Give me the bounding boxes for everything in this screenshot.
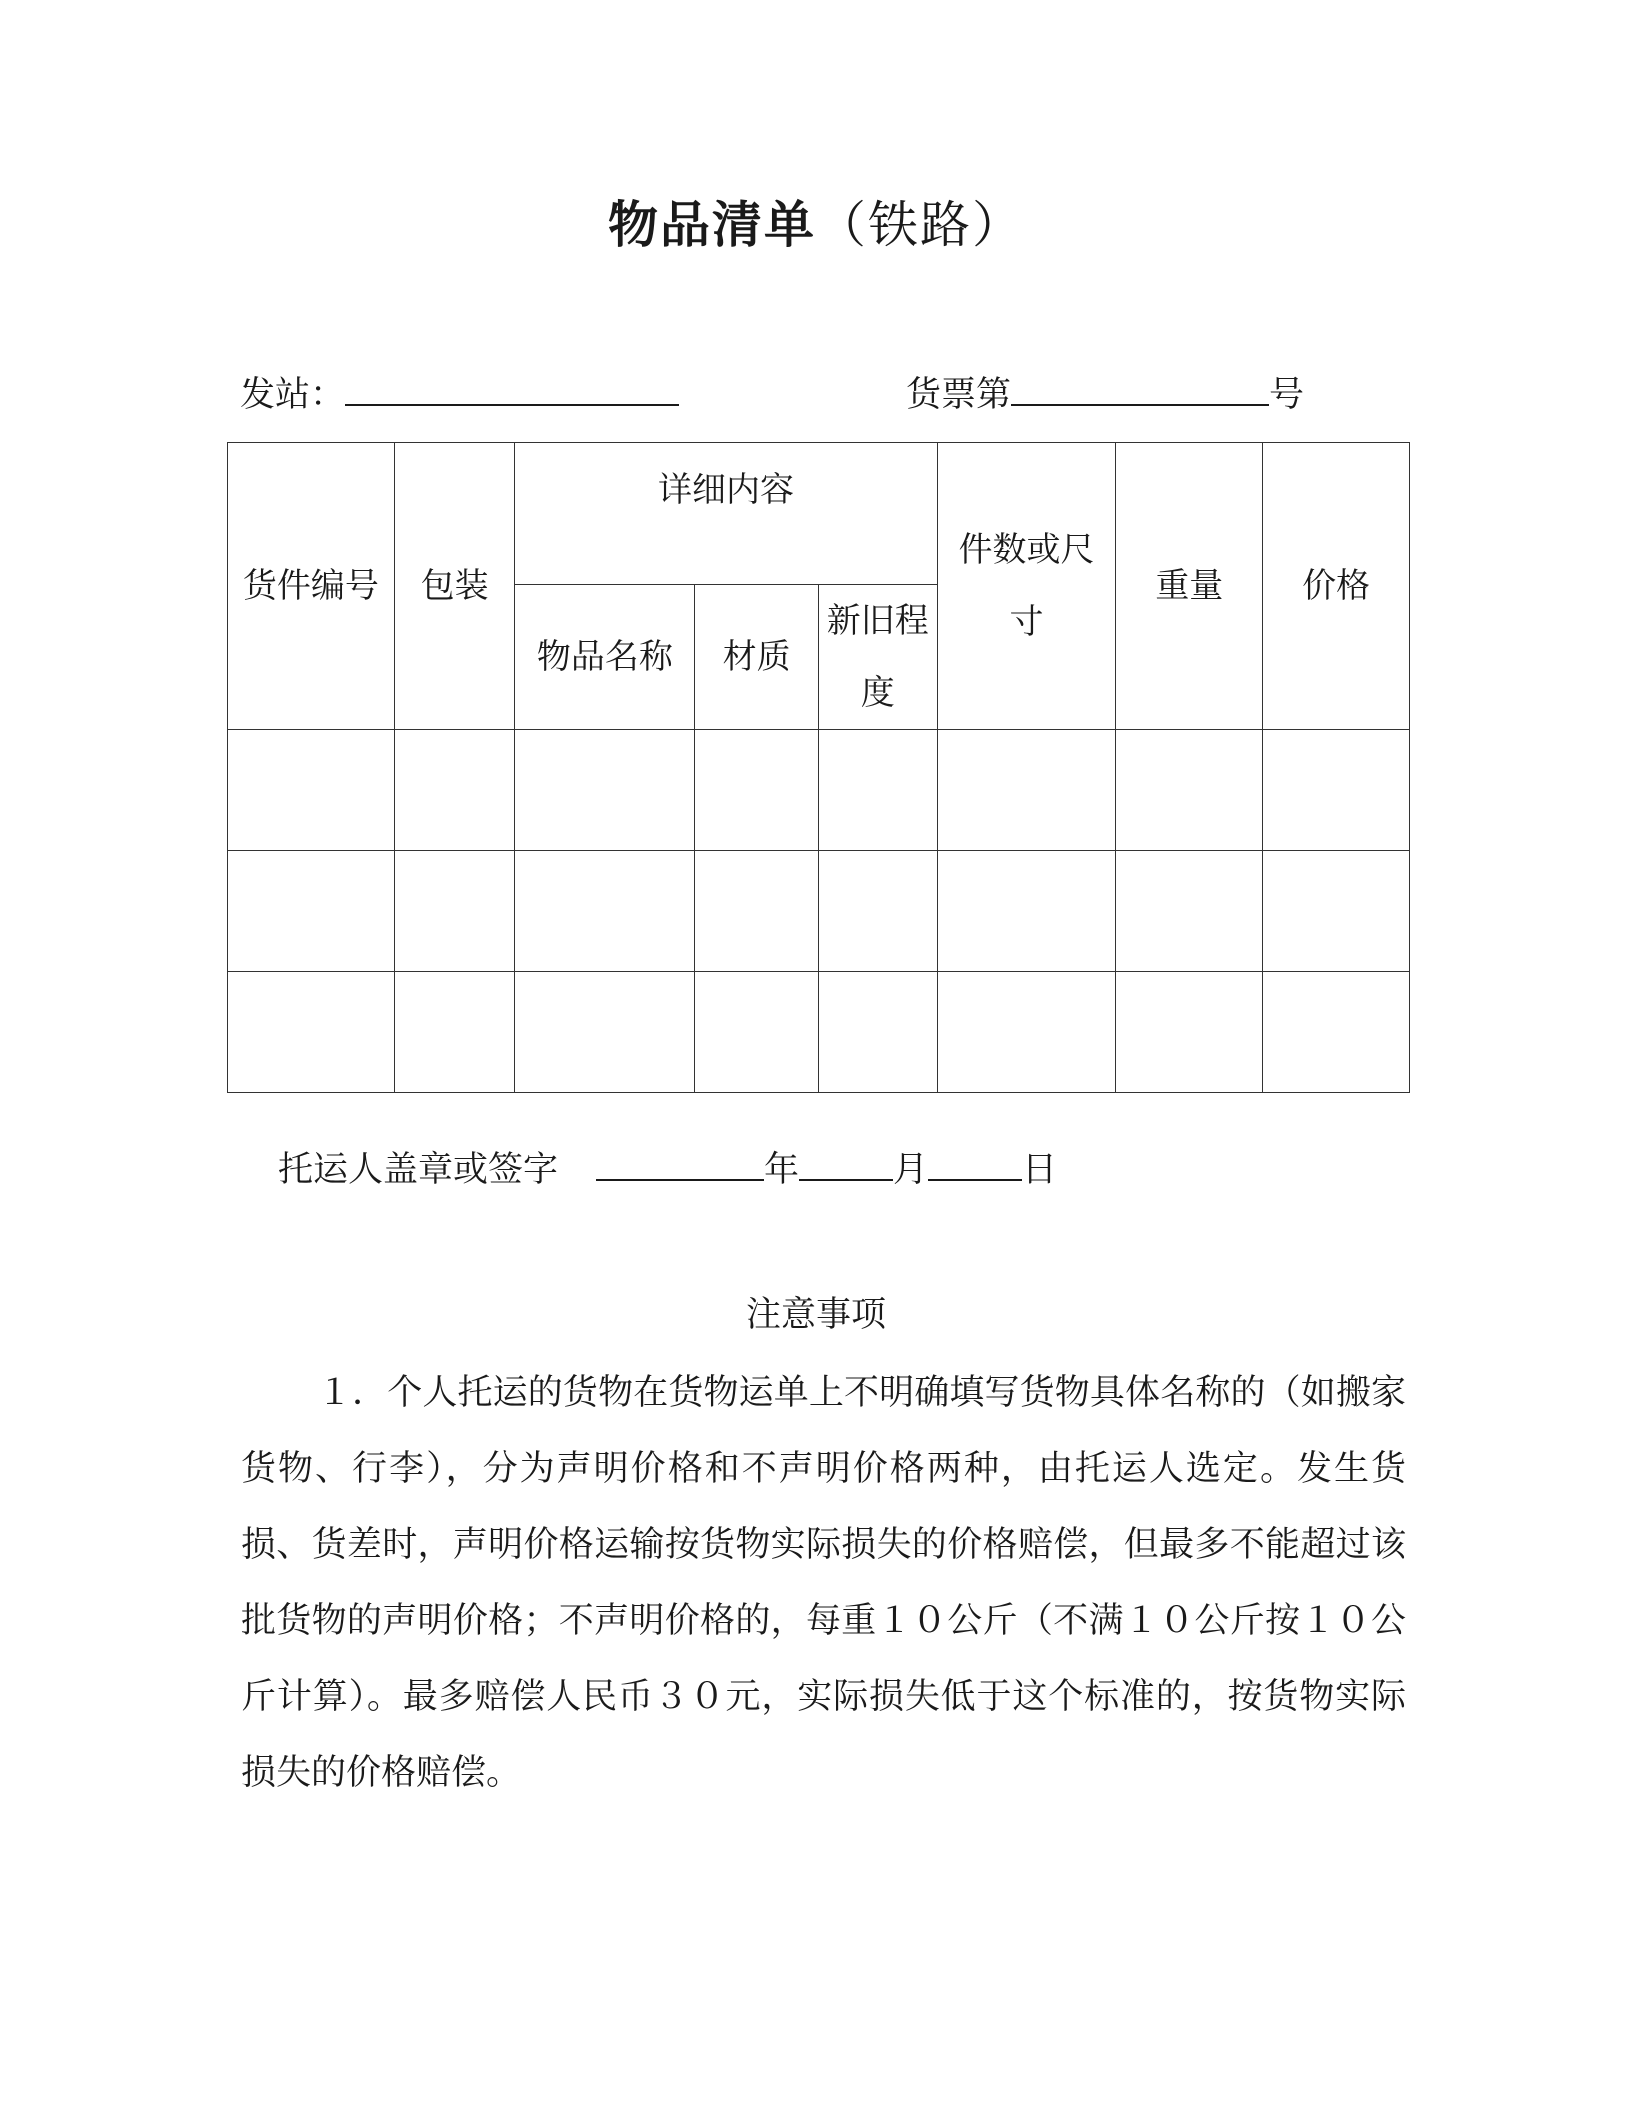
cell-price[interactable] bbox=[1263, 851, 1410, 972]
header-weight: 重量 bbox=[1116, 443, 1263, 730]
goods-table bbox=[227, 442, 1410, 1093]
waybill-suffix: 号 bbox=[1269, 375, 1305, 415]
header-condition: 新旧程度 bbox=[818, 585, 937, 730]
signature-line bbox=[278, 1143, 1057, 1195]
header-details: 详细内容 bbox=[515, 443, 937, 585]
cell-condition[interactable] bbox=[818, 730, 937, 851]
table-row bbox=[228, 730, 1410, 851]
waybill-input-line[interactable] bbox=[1011, 368, 1269, 406]
page-title bbox=[0, 190, 1632, 260]
cell-weight[interactable] bbox=[1116, 972, 1263, 1093]
title-suffix: （铁路） bbox=[816, 196, 1024, 254]
year-label: 年 bbox=[764, 1150, 800, 1190]
station-label: 发站： bbox=[240, 375, 346, 415]
month-label: 月 bbox=[893, 1150, 929, 1190]
cell-item-name[interactable] bbox=[515, 972, 695, 1093]
header-material: 材质 bbox=[695, 585, 819, 730]
header-price: 价格 bbox=[1263, 443, 1410, 730]
cell-item-name[interactable] bbox=[515, 851, 695, 972]
header-packing: 包装 bbox=[394, 443, 515, 730]
month-input-line[interactable] bbox=[799, 1143, 893, 1181]
cell-weight[interactable] bbox=[1116, 730, 1263, 851]
station-field bbox=[240, 368, 679, 420]
station-input-line[interactable] bbox=[345, 368, 679, 406]
header-row bbox=[228, 443, 1410, 585]
header-pieces-size: 件数或尺寸 bbox=[937, 443, 1116, 730]
notes-title: 注意事项 bbox=[745, 1295, 886, 1335]
cell-pieces-size[interactable] bbox=[937, 730, 1116, 851]
cell-item-no[interactable] bbox=[228, 972, 395, 1093]
cell-weight[interactable] bbox=[1116, 851, 1263, 972]
cell-condition[interactable] bbox=[818, 851, 937, 972]
cell-material[interactable] bbox=[695, 851, 819, 972]
cell-material[interactable] bbox=[695, 730, 819, 851]
cell-condition[interactable] bbox=[818, 972, 937, 1093]
cell-packing[interactable] bbox=[394, 972, 515, 1093]
cell-pieces-size[interactable] bbox=[937, 851, 1116, 972]
cell-packing[interactable] bbox=[394, 730, 515, 851]
cell-pieces-size[interactable] bbox=[937, 972, 1116, 1093]
cell-price[interactable] bbox=[1263, 730, 1410, 851]
day-label: 日 bbox=[1022, 1150, 1058, 1190]
table-row bbox=[228, 972, 1410, 1093]
header-item-name: 物品名称 bbox=[515, 585, 695, 730]
cell-item-name[interactable] bbox=[515, 730, 695, 851]
header-item-no: 货件编号 bbox=[228, 443, 395, 730]
cell-material[interactable] bbox=[695, 972, 819, 1093]
waybill-prefix: 货票第 bbox=[906, 375, 1012, 415]
signature-label: 托运人盖章或签字 bbox=[278, 1150, 559, 1190]
cell-price[interactable] bbox=[1263, 972, 1410, 1093]
cell-packing[interactable] bbox=[394, 851, 515, 972]
day-input-line[interactable] bbox=[928, 1143, 1022, 1181]
year-input-line[interactable] bbox=[596, 1143, 764, 1181]
cell-item-no[interactable] bbox=[228, 851, 395, 972]
notes-paragraph: １．个人托运的货物在货物运单上不明确填写货物具体名称的（如搬家货物、行李），分为声明价格和不声明价格两种，由托运人选定。发生货损、货差时，声明价格运输按货物实际损失的价格赔偿，但最多不能超过该批货物的声明价格；不声明价格的，每重１０公斤（不满１０公斤按１０公斤计算）。最多赔偿人民币３０元，实际损失低于这个标准的，按货物实际损失的价格赔偿。 bbox=[241, 1373, 1406, 1793]
table-row bbox=[228, 851, 1410, 972]
title-main: 物品清单 bbox=[608, 195, 816, 254]
waybill-field bbox=[906, 368, 1304, 420]
cell-item-no[interactable] bbox=[228, 730, 395, 851]
